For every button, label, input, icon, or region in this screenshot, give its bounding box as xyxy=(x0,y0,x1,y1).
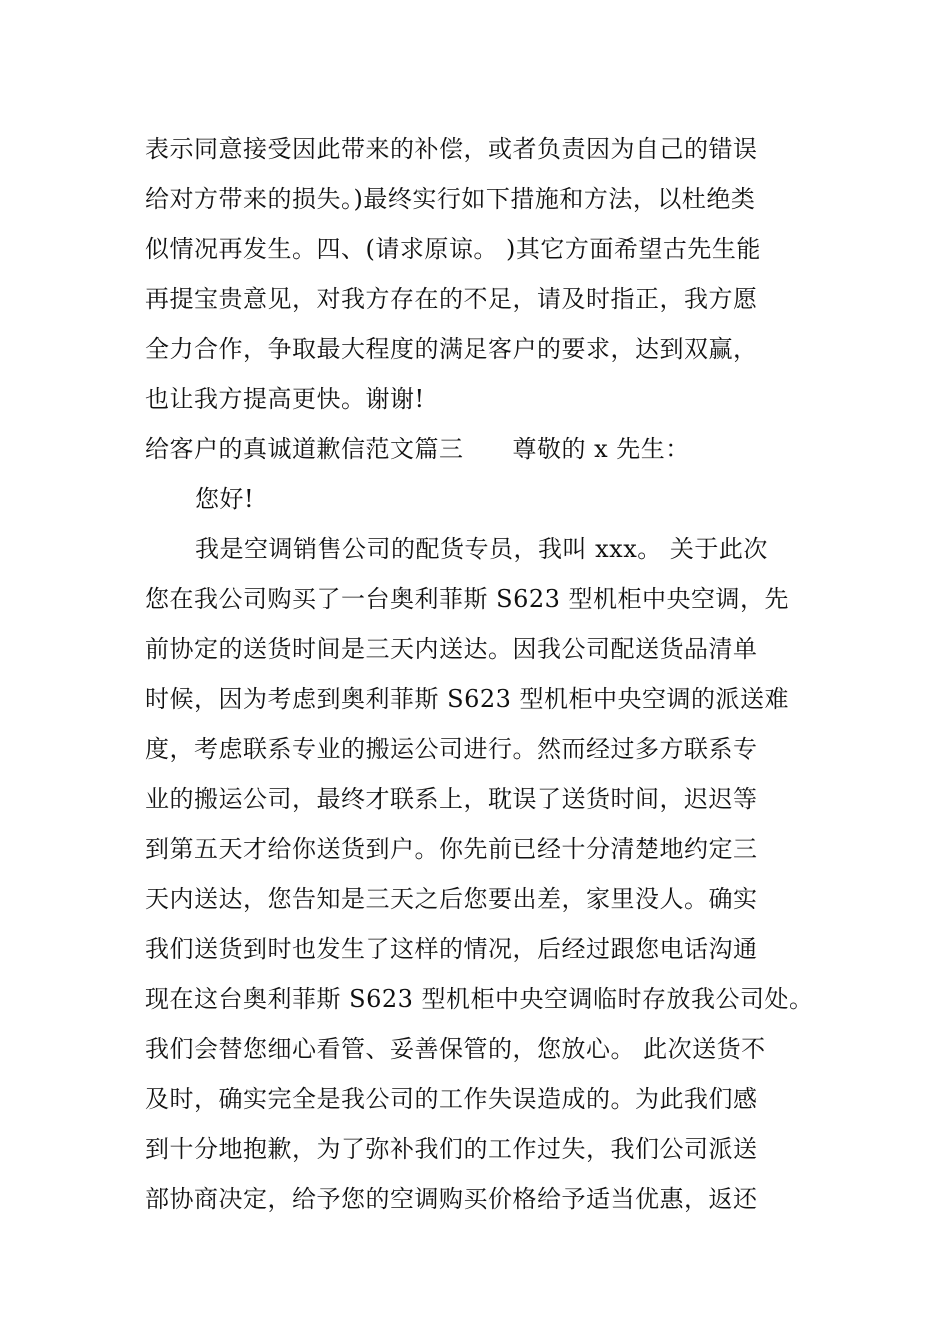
text-line: 也让我方提高更快。谢谢! xyxy=(145,385,425,413)
text-line: 现在这台奥利菲斯 S623 型机柜中央空调临时存放我公司处。 xyxy=(145,985,814,1013)
text-line: 到十分地抱歉，为了弥补我们的工作过失，我们公司派送 xyxy=(145,1135,758,1163)
text-line: 度，考虑联系专业的搬运公司进行。然而经过多方联系专 xyxy=(145,735,758,763)
text-line: 天内送达，您告知是三天之后您要出差，家里没人。确实 xyxy=(145,885,758,913)
text-line: 前协定的送货时间是三天内送达。因我公司配送货品清单 xyxy=(145,635,758,663)
text-line: 到第五天才给你送货到户。你先前已经十分清楚地约定三 xyxy=(145,835,758,863)
text-line: 全力合作，争取最大程度的满足客户的要求，达到双赢， xyxy=(145,335,758,363)
text-line: 我们送货到时也发生了这样的情况，后经过跟您电话沟通 xyxy=(145,935,758,963)
text-line: 表示同意接受因此带来的补偿，或者负责因为自己的错误 xyxy=(145,135,758,163)
text-line: 给对方带来的损失。)最终实行如下措施和方法，以杜绝类 xyxy=(145,185,756,213)
text-line: 业的搬运公司，最终才联系上，耽误了送货时间，迟迟等 xyxy=(145,785,758,813)
text-line: 及时，确实完全是我公司的工作失误造成的。为此我们感 xyxy=(145,1085,758,1113)
text-line: 再提宝贵意见，对我方存在的不足，请及时指正，我方愿 xyxy=(145,285,758,313)
text-line: 部协商决定，给予您的空调购买价格给予适当优惠，返还 xyxy=(145,1185,758,1213)
text-line: 时候，因为考虑到奥利菲斯 S623 型机柜中央空调的派送难 xyxy=(145,685,790,713)
text-line: 似情况再发生。四、(请求原谅。 )其它方面希望古先生能 xyxy=(145,235,761,263)
paragraph-start: 我是空调销售公司的配货专员，我叫 xxx。 关于此次 xyxy=(195,535,768,563)
text-line: 我们会替您细心看管、妥善保管的，您放心。 此次送货不 xyxy=(145,1035,766,1063)
text-line: 您在我公司购买了一台奥利菲斯 S623 型机柜中央空调，先 xyxy=(145,585,790,613)
section-heading: 给客户的真诚道歉信范文篇三 尊敬的 x 先生： xyxy=(145,435,690,463)
greeting: 您好! xyxy=(195,485,255,513)
